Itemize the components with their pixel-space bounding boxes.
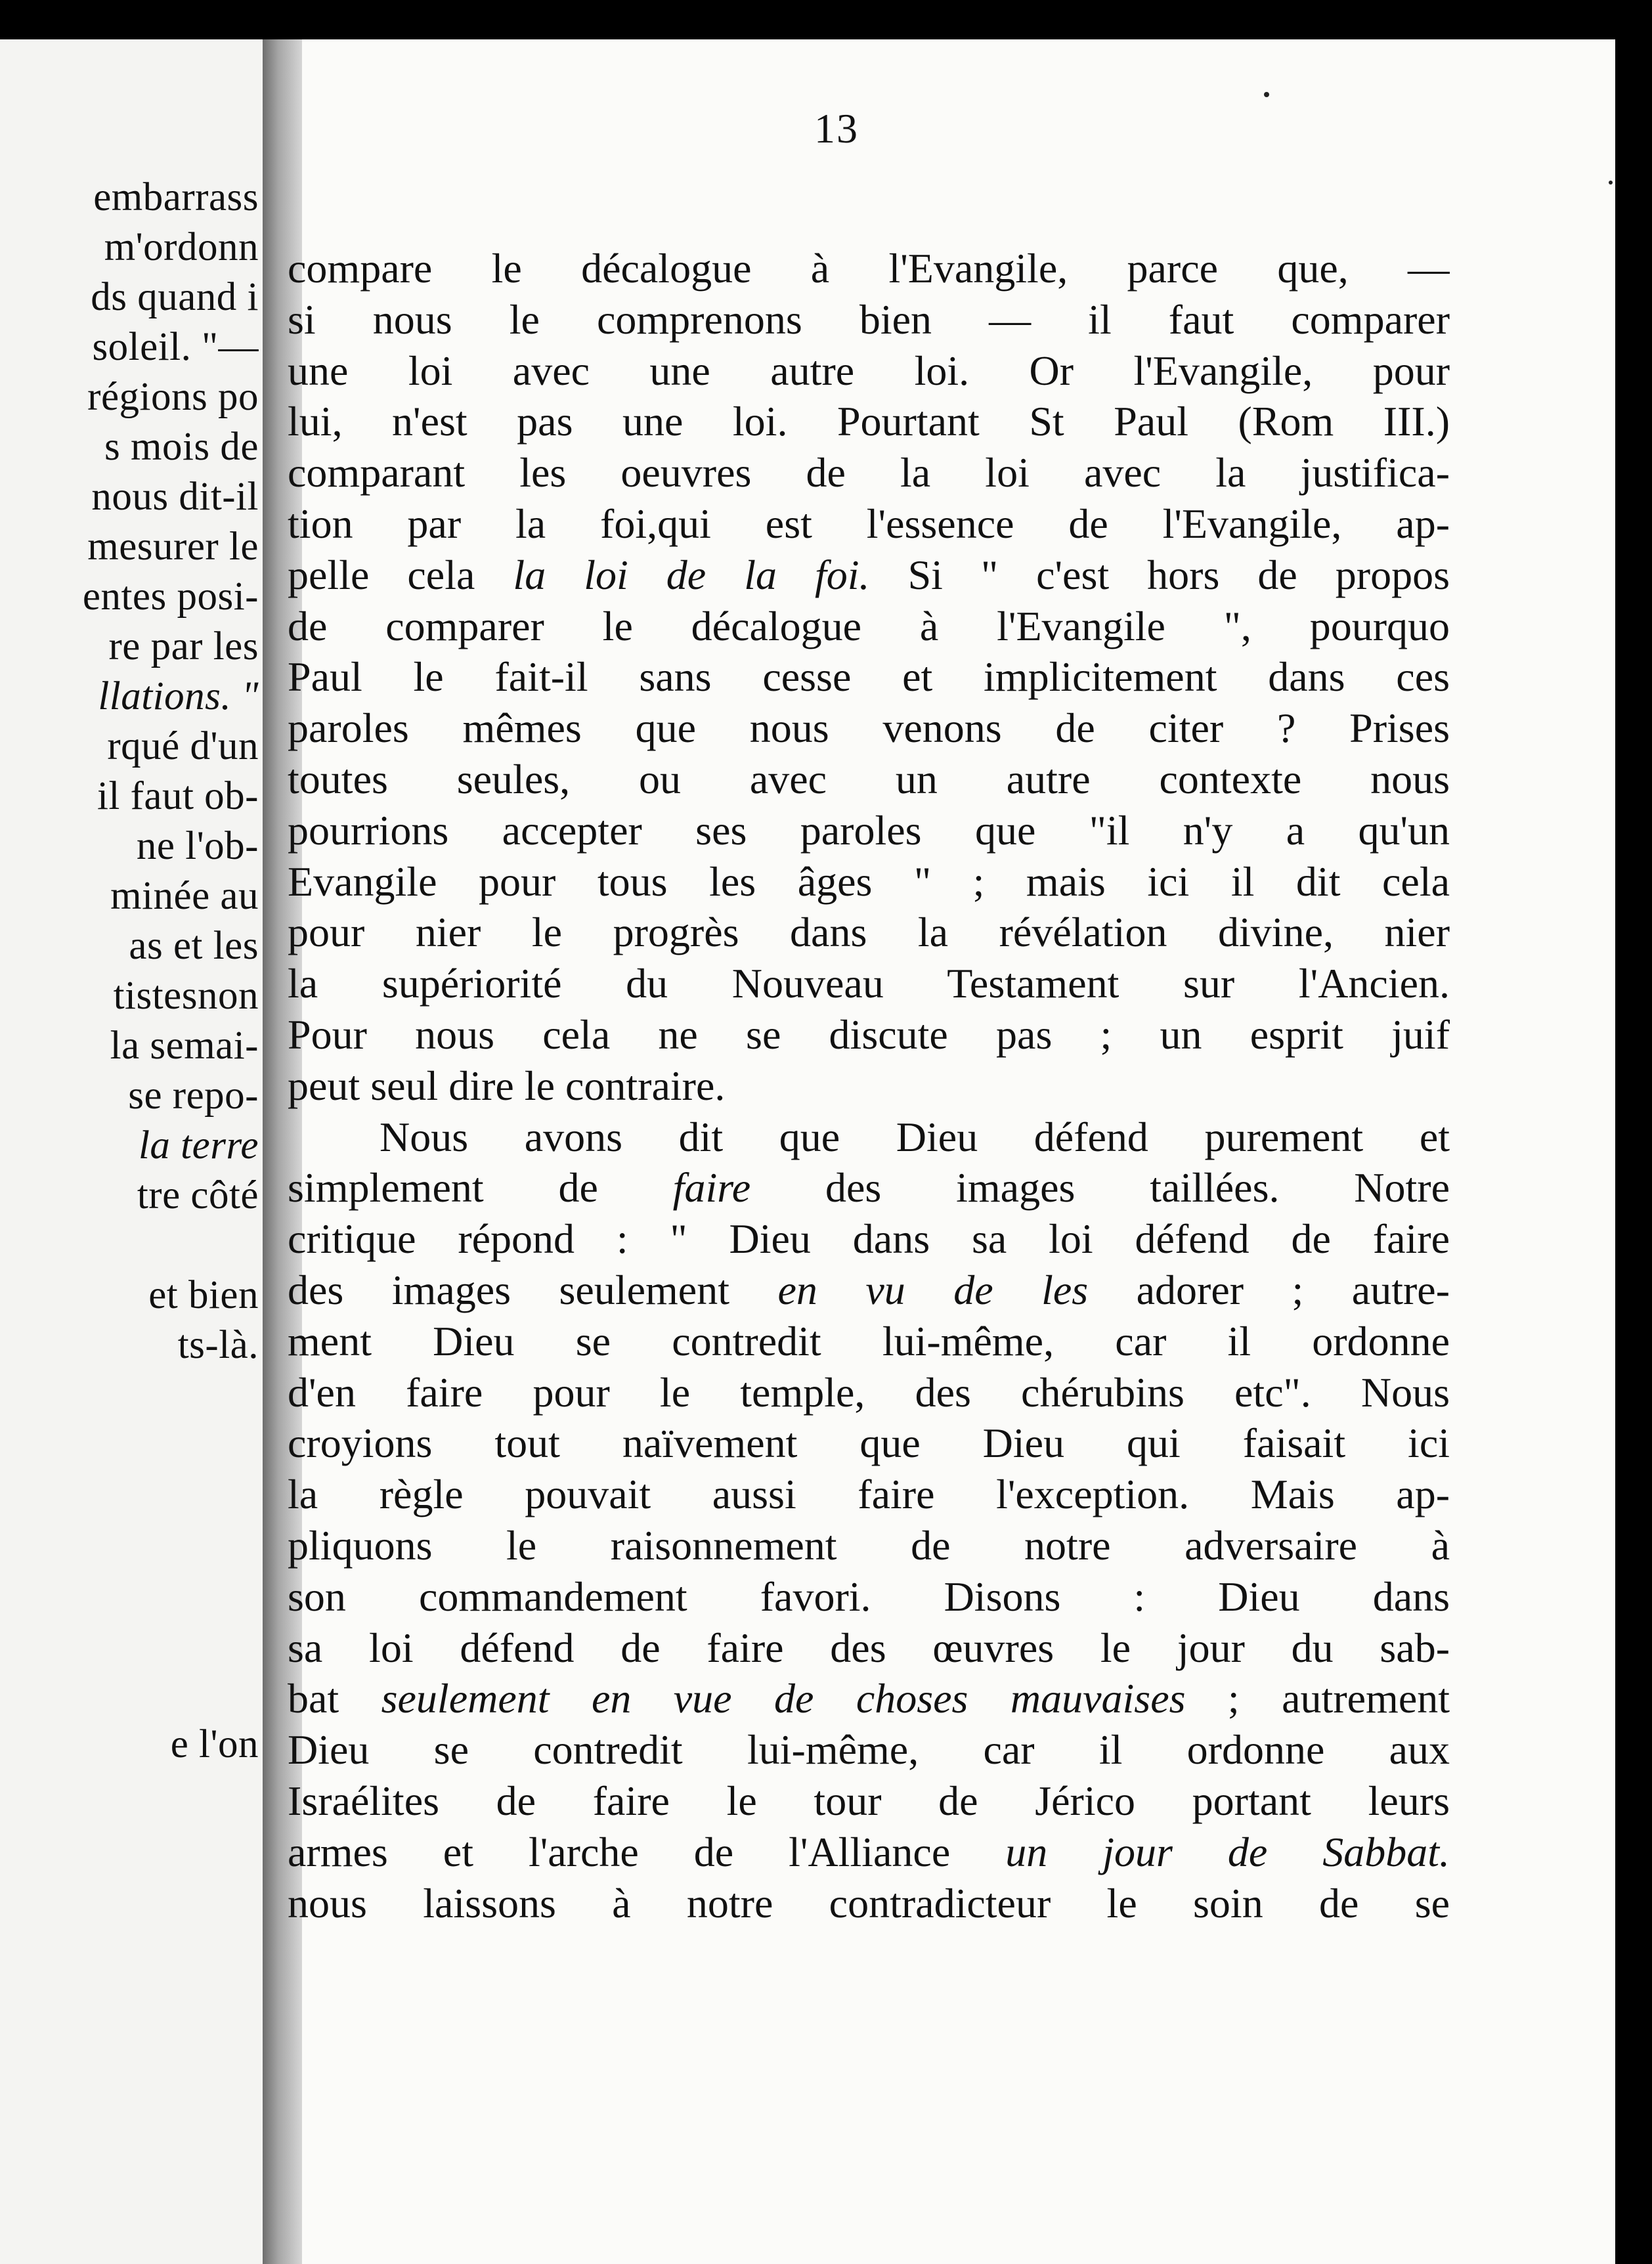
text-span: des images taillées. Notre — [750, 1164, 1450, 1211]
text-span: ; autrement — [1185, 1675, 1450, 1722]
left-page — [0, 39, 263, 2264]
left-page-line: tistesnon — [113, 974, 259, 1018]
left-page-line: ds quand i — [91, 275, 259, 319]
page-number: 13 — [814, 105, 859, 152]
italic-text: faire — [672, 1164, 751, 1211]
text-line — [288, 601, 1450, 652]
text-span: Pour nous cela ne se discute pas ; un esprit juif — [288, 1011, 1450, 1058]
text-line — [288, 1520, 1450, 1571]
left-page-line: mesurer le — [87, 525, 259, 569]
text-line — [288, 1265, 1450, 1316]
text-span: Dieu se contredit lui-même, car il ordonne aux — [288, 1726, 1450, 1773]
scan-speck — [1264, 92, 1269, 97]
text-line — [288, 498, 1450, 550]
text-line — [288, 447, 1450, 498]
text-span: la supériorité du Nouveau Testament sur l'Ancien. — [288, 960, 1450, 1007]
text-span: compare le décalogue à l'Evangile, parce que, — — [288, 245, 1450, 292]
text-span: des images seulement — [288, 1267, 778, 1313]
text-span: d'en faire pour le temple, des chérubins etc". Nous — [288, 1369, 1450, 1416]
text-line — [288, 703, 1450, 754]
text-line — [288, 1162, 1450, 1213]
text-span: peut seul dire le contraire. — [288, 1062, 726, 1109]
text-span: pelle cela — [288, 552, 513, 598]
scan-speck — [1609, 181, 1613, 185]
left-page-line: nous dit-il — [91, 475, 259, 519]
text-span: Evangile pour tous les âges " ; mais ici il dit cela — [288, 858, 1450, 905]
text-span: Israélites de faire le tour de Jérico portant leurs — [288, 1777, 1450, 1824]
text-span: la règle pouvait aussi faire l'exception. Mais ap- — [288, 1471, 1450, 1517]
text-span: de comparer le décalogue à l'Evangile ", pourquo — [288, 603, 1450, 649]
text-line — [288, 1316, 1450, 1367]
text-span: Nous avons dit que Dieu défend purement et — [380, 1114, 1450, 1160]
text-line — [288, 1673, 1450, 1724]
left-page-line: m'ordonn — [104, 225, 259, 269]
text-line — [288, 1571, 1450, 1622]
italic-text: seulement en vue de choses mauvaises — [381, 1675, 1186, 1722]
left-page-line: ne l'ob- — [136, 824, 259, 868]
text-span: Paul le fait-il sans cesse et implicitement dans ces — [288, 653, 1450, 700]
left-page-line: se repo- — [128, 1074, 259, 1118]
text-span: paroles mêmes que nous venons de citer ? Prises — [288, 705, 1450, 751]
text-line — [288, 1367, 1450, 1418]
left-page-line: et bien — [148, 1273, 259, 1317]
text-line — [288, 1469, 1450, 1520]
text-span: croyions tout naïvement que Dieu qui faisait ici — [288, 1420, 1450, 1466]
left-page-line: minée au — [110, 874, 259, 918]
left-page-line: embarrass — [93, 175, 259, 219]
text-span: pourrions accepter ses paroles que "il n'y a qu'un — [288, 807, 1450, 854]
text-line — [288, 1827, 1450, 1878]
italic-text: en vu de les — [777, 1267, 1089, 1313]
text-span: pliquons le raisonnement de notre adversaire à — [288, 1522, 1450, 1569]
text-span: comparant les oeuvres de la loi avec la justifica- — [288, 449, 1450, 496]
text-span: ment Dieu se contredit lui-même, car il ordonne — [288, 1318, 1450, 1364]
text-line — [288, 345, 1450, 397]
text-line — [288, 1724, 1450, 1775]
text-span: une loi avec une autre loi. Or l'Evangile, pour — [288, 347, 1450, 394]
left-page-line: llations. " — [98, 674, 259, 718]
text-line — [288, 805, 1450, 856]
left-page-line: soleil. "— — [92, 325, 259, 369]
left-page-line: la semai- — [110, 1024, 259, 1068]
text-line — [288, 1622, 1450, 1674]
text-line — [288, 958, 1450, 1009]
text-span: armes et l'arche de l'Alliance — [288, 1829, 1006, 1875]
text-line — [288, 1418, 1450, 1469]
text-line — [288, 1878, 1450, 1929]
text-span: pour nier le progrès dans la révélation divine, nier — [288, 909, 1450, 955]
left-page-line: ts-là. — [177, 1323, 259, 1367]
text-span: lui, n'est pas une loi. Pourtant St Paul (Rom III.) — [288, 398, 1450, 445]
text-line — [288, 856, 1450, 907]
left-page-line: s mois de — [104, 425, 259, 469]
text-line — [288, 550, 1450, 601]
left-page-line: re par les — [108, 624, 259, 668]
left-page-line: entes posi- — [82, 575, 259, 619]
left-page-line: e l'on — [170, 1722, 259, 1766]
text-line — [288, 651, 1450, 703]
text-span: bat — [288, 1675, 381, 1722]
left-page-line: tre côté — [137, 1173, 259, 1217]
italic-text: un jour de Sabbat. — [1005, 1829, 1450, 1875]
left-page-line: régions po — [87, 375, 259, 419]
text-span: adorer ; autre- — [1088, 1267, 1450, 1313]
left-page-line: as et les — [129, 924, 259, 968]
text-span: simplement de — [288, 1164, 673, 1211]
italic-text: la loi de la foi. — [513, 552, 870, 598]
left-page-line: la terre — [138, 1123, 259, 1167]
text-line — [288, 1213, 1450, 1265]
text-span: toutes seules, ou avec un autre contexte nous — [288, 756, 1450, 802]
left-page-line: rqué d'un — [107, 724, 259, 768]
text-line — [288, 1009, 1450, 1060]
text-span: sa loi défend de faire des œuvres le jour du sab- — [288, 1624, 1450, 1671]
text-line — [288, 1060, 1450, 1112]
text-line — [288, 1112, 1450, 1163]
text-span: tion par la foi,qui est l'essence de l'Evangile, ap- — [288, 500, 1450, 547]
text-span: nous laissons à notre contradicteur le soin de se — [288, 1880, 1450, 1927]
text-line — [288, 1775, 1450, 1827]
left-page-line: il faut ob- — [97, 774, 259, 818]
text-line — [288, 294, 1450, 345]
text-span: critique répond : " Dieu dans sa loi défend de faire — [288, 1215, 1450, 1262]
text-line — [288, 243, 1450, 294]
text-line — [288, 396, 1450, 447]
text-line — [288, 754, 1450, 805]
text-span: Si " c'est hors de propos — [869, 552, 1450, 598]
text-span: si nous le comprenons bien — il faut comparer — [288, 296, 1450, 343]
text-span: son commandement favori. Disons : Dieu dans — [288, 1573, 1450, 1620]
text-line — [288, 907, 1450, 958]
